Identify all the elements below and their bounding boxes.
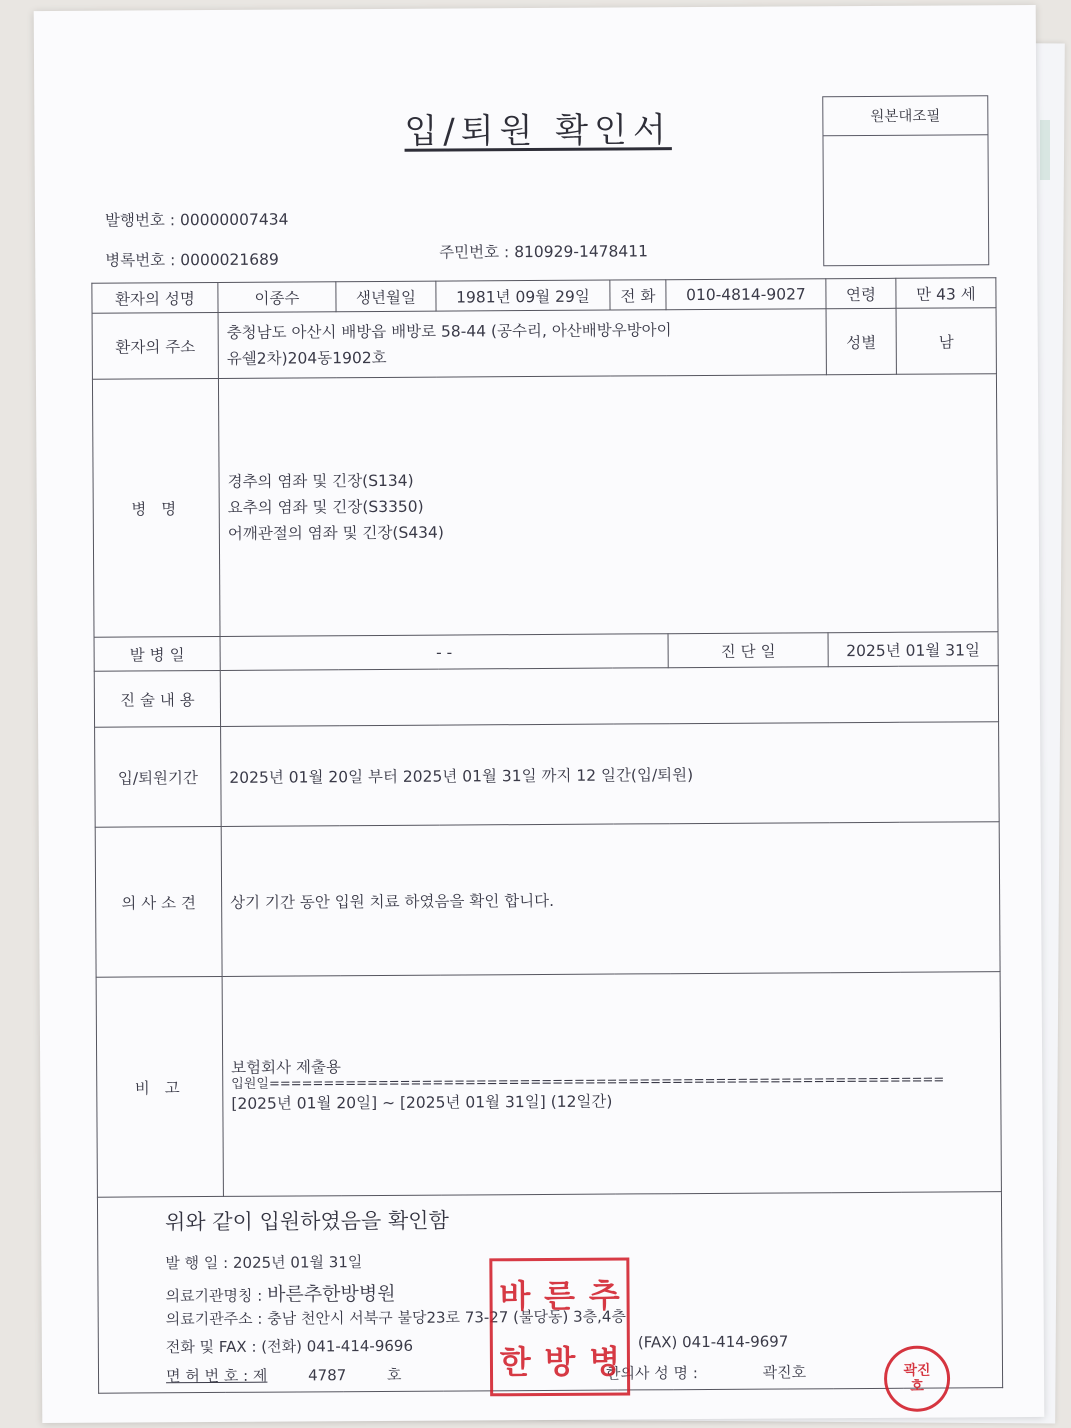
diagnosis-date-label: 진 단 일 [668,633,828,668]
issue-number-row [105,208,289,231]
issue-date-row [165,1251,362,1273]
birth-value: 1981년 09월 29일 [436,280,610,311]
diagnosis-item: 경추의 염좌 및 긴장(S134) [227,471,414,491]
resident-number-value: 810929-1478411 [514,242,649,262]
phone-fax-row [166,1335,413,1358]
remarks-row [96,972,1001,1198]
birth-label: 생년월일 [336,281,436,312]
issue-date-label: 발 행 일 : [165,1253,229,1273]
binder-edge [1040,120,1050,180]
stamp-char: 병 [589,1342,621,1381]
seal-line-2: 호 [910,1378,924,1395]
license-suffix: 호 [386,1365,402,1384]
address-line-2: 유쉘2차)204동1902호 [226,348,387,368]
license-label: 면 허 번 호 : 제 [165,1366,268,1386]
hospital-address-value: 충남 천안시 서북구 불당23로 73-27 (불당동) 3층,4층 [267,1307,626,1328]
address-label: 환자의 주소 [92,312,218,379]
name-label: 환자의 성명 [92,282,218,313]
admission-value: 2025년 01월 20일 부터 2025년 01월 31일 까지 12 일간(입/퇴원) [221,722,1000,827]
diagnosis-row [92,374,998,638]
issue-date-value: 2025년 01월 31일 [232,1253,363,1272]
resident-number-label: 주민번호 : [439,243,510,262]
stamp-char: 방 [544,1342,576,1381]
hospital-fax: (FAX) 041-414-9697 [637,1332,789,1352]
phone-value: 010-4814-9027 [666,279,826,310]
record-number-label: 병록번호 : [105,251,176,270]
diagnosis-item: 요추의 염좌 및 긴장(S3350) [227,497,424,517]
remarks-line-3: [2025년 01월 20일] ~ [2025년 01월 31일] (12일간) [231,1092,613,1113]
document-title: 입/퇴원 확인서 [404,110,672,152]
admission-label: 입/퇴원기간 [95,726,222,827]
doctor-row [606,1361,806,1383]
doctor-seal [884,1346,950,1412]
admission-row [95,722,1000,828]
sex-label: 성별 [826,308,896,374]
opinion-row [95,822,1000,978]
hospital-seal-stamp [489,1257,630,1396]
diagnosis-item: 어깨관절의 염좌 및 긴장(S434) [227,523,444,543]
original-copy-box [822,95,989,266]
stamp-char: 한 [499,1343,531,1382]
onset-row [94,632,998,672]
issue-number-label: 발행번호 : [104,211,176,230]
opinion-value: 상기 기간 동안 입원 치료 하였음을 확인 합니다. [221,822,1000,977]
remarks-label: 비 고 [96,976,223,1197]
remarks-value [222,972,1001,1197]
phone-label: 전 화 [610,280,666,310]
age-value: 만 43 세 [896,278,996,309]
record-number-row [105,248,279,271]
opinion-label: 의 사 소 견 [95,826,222,977]
hospital-phone: (전화) 041-414-9696 [261,1336,414,1356]
address-value [218,309,826,379]
stamp-char: 른 [543,1276,576,1315]
hospital-name-row [165,1279,395,1307]
onset-value: - - [220,634,668,671]
resident-number-row [439,239,648,262]
remarks-line-2: 입원일============================================================== [231,1072,945,1092]
doctor-name: 곽진호 [762,1363,807,1382]
diagnosis-list [218,374,998,637]
age-label: 연령 [826,278,896,308]
address-line-1: 충청남도 아산시 배방읍 배방로 58-44 (공수리, 아산배방우방아이 [226,320,672,342]
stamp-char: 추 [588,1276,620,1315]
hospital-name-value: 바른추한방병원 [267,1282,396,1306]
statement-label: 진 술 내 용 [94,670,220,727]
onset-label: 발 병 일 [94,636,220,671]
sex-value: 남 [896,308,996,375]
stamp-char: 바 [499,1277,531,1316]
record-number-value: 0000021689 [180,250,279,270]
hospital-name-label: 의료기관명칭 : [165,1286,263,1306]
name-value: 이종수 [218,282,336,313]
doctor-label: 한의사 성 명 : [605,1364,698,1383]
remarks-line-1: 보험회사 제출용 [231,1057,341,1077]
seal-line-1: 곽진 [903,1362,931,1379]
diagnosis-label: 병 명 [92,378,220,637]
phone-fax-label: 전화 및 FAX : [165,1337,257,1357]
diagnosis-date-value: 2025년 01월 31일 [828,632,998,667]
license-number: 4787 [308,1366,347,1385]
statement-row [94,666,998,728]
certificate-sheet [34,5,1045,1423]
issue-number-value: 00000007434 [179,210,289,230]
address-row [92,308,996,380]
hospital-address-label: 의료기관주소 : [165,1309,263,1329]
confirm-statement: 위와 같이 입원하였음을 확인함 [165,1208,449,1235]
statement-value [220,666,998,727]
original-copy-label: 원본대조필 [823,96,987,136]
license-row [166,1364,402,1386]
